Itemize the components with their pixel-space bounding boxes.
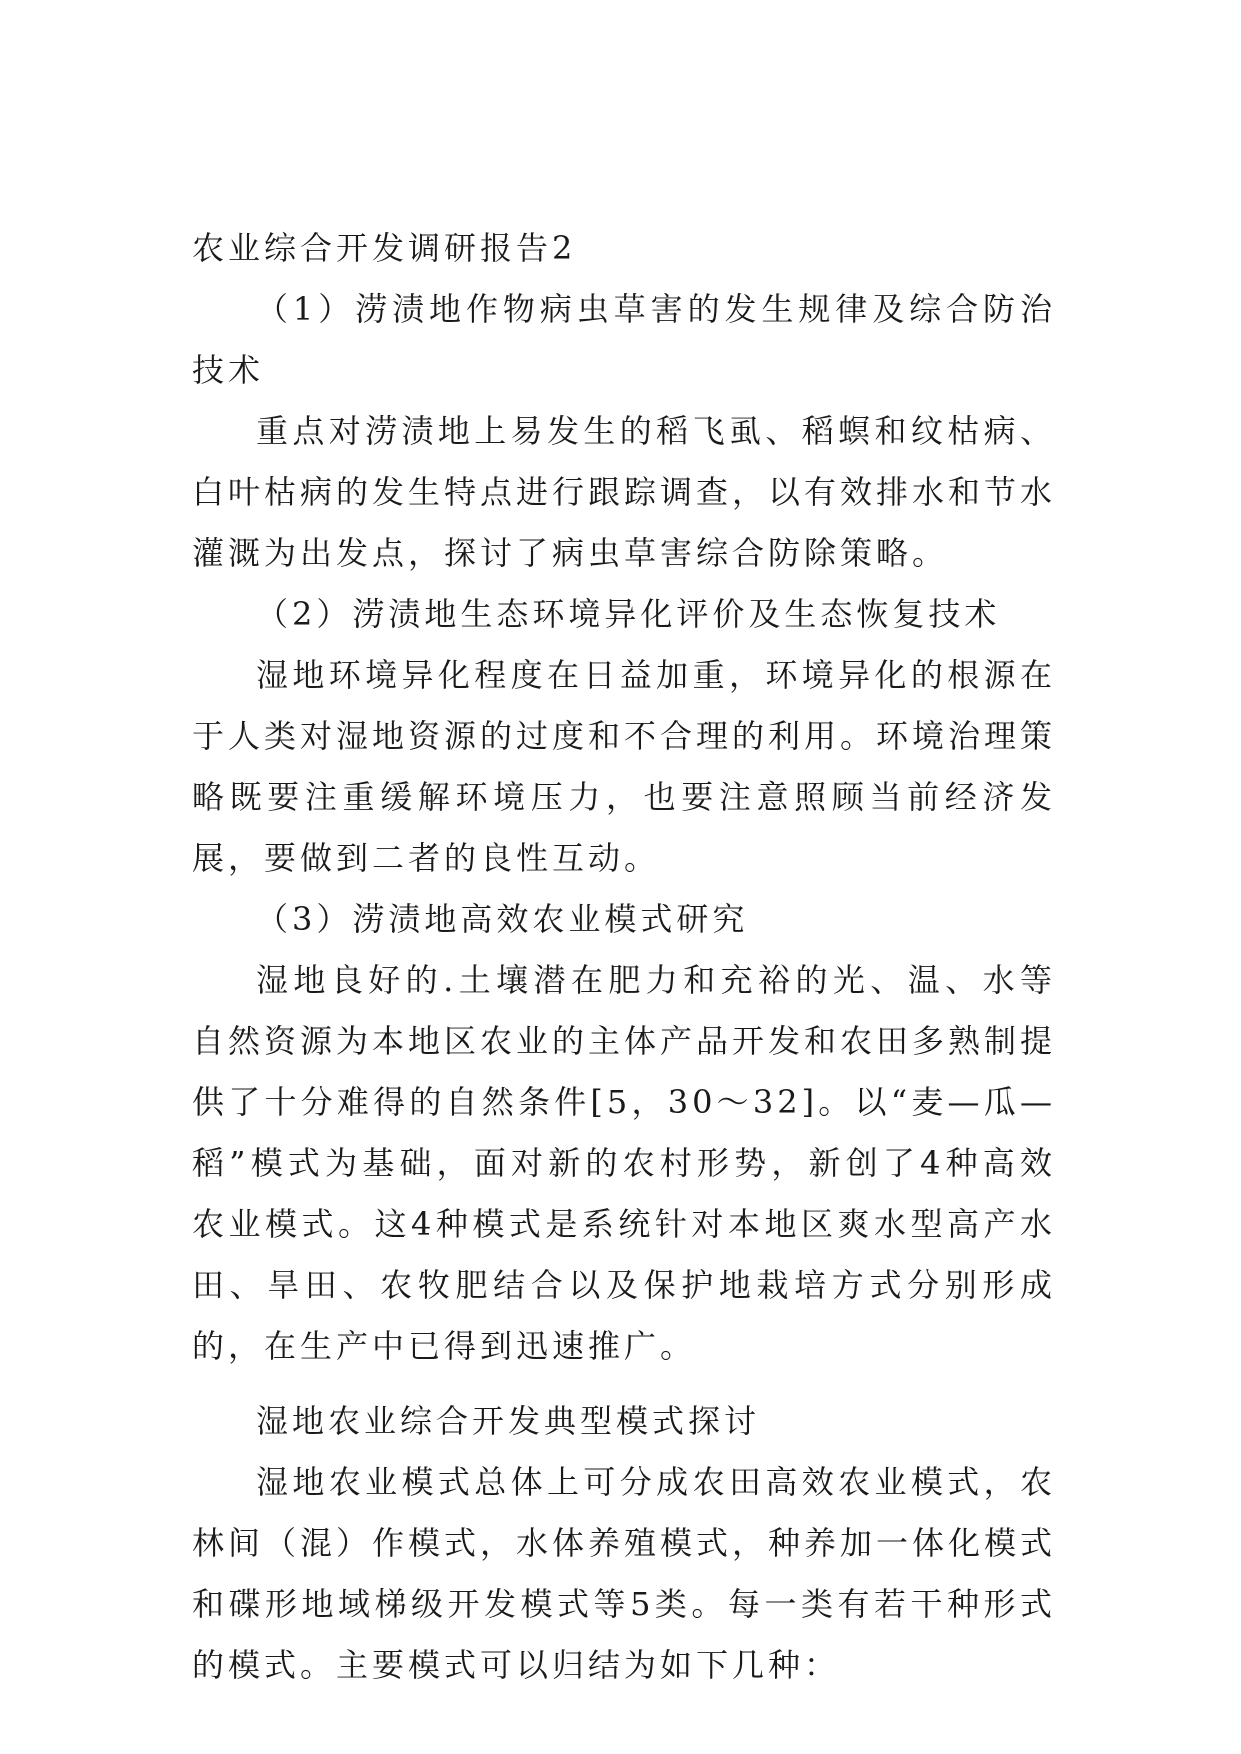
- section-heading-1: （1）涝渍地作物病虫草害的发生规律及综合防治技术: [192, 290, 1056, 389]
- document-title: 农业综合开发调研报告2: [192, 229, 577, 267]
- paragraph-3: 湿地良好的.土壤潜在肥力和充裕的光、温、水等自然资源为本地区农业的主体产品开发和农田多熟制提供了十分难得的自然条件[5，30～32]。以“麦—瓜—稻”模式为基础，面对新的农村形势，新创了4种高效农业模式。这4种模式是系统针对本地区爽水型高产水田、旱田、农牧肥结合以及保护地栽培方式分别形成的，在生产中已得到迅速推广。: [192, 961, 1057, 1365]
- document-body: [192, 218, 1056, 1696]
- paragraph-4: 湿地农业模式总体上可分成农田高效农业模式，农林间（混）作模式，水体养殖模式，种养加一体化模式和碟形地域梯级开发模式等5类。每一类有若干种形式的模式。主要模式可以归结为如下几种：: [192, 1463, 1057, 1684]
- paragraph-2: 湿地环境异化程度在日益加重，环境异化的根源在于人类对湿地资源的过度和不合理的利用。环境治理策略既要注重缓解环境压力，也要注意照顾当前经济发展，要做到二者的良性互动。: [192, 656, 1057, 877]
- section-heading-4: 湿地农业综合开发典型模式探讨: [256, 1402, 761, 1440]
- section-heading-3: （3）涝渍地高效农业模式研究: [256, 900, 749, 938]
- section-heading-2: （2）涝渍地生态环境异化评价及生态恢复技术: [256, 595, 1001, 633]
- paragraph-1: 重点对涝渍地上易发生的稻飞虱、稻螟和纹枯病、白叶枯病的发生特点进行跟踪调查，以有效排水和节水灌溉为出发点，探讨了病虫草害综合防除策略。: [192, 412, 1057, 572]
